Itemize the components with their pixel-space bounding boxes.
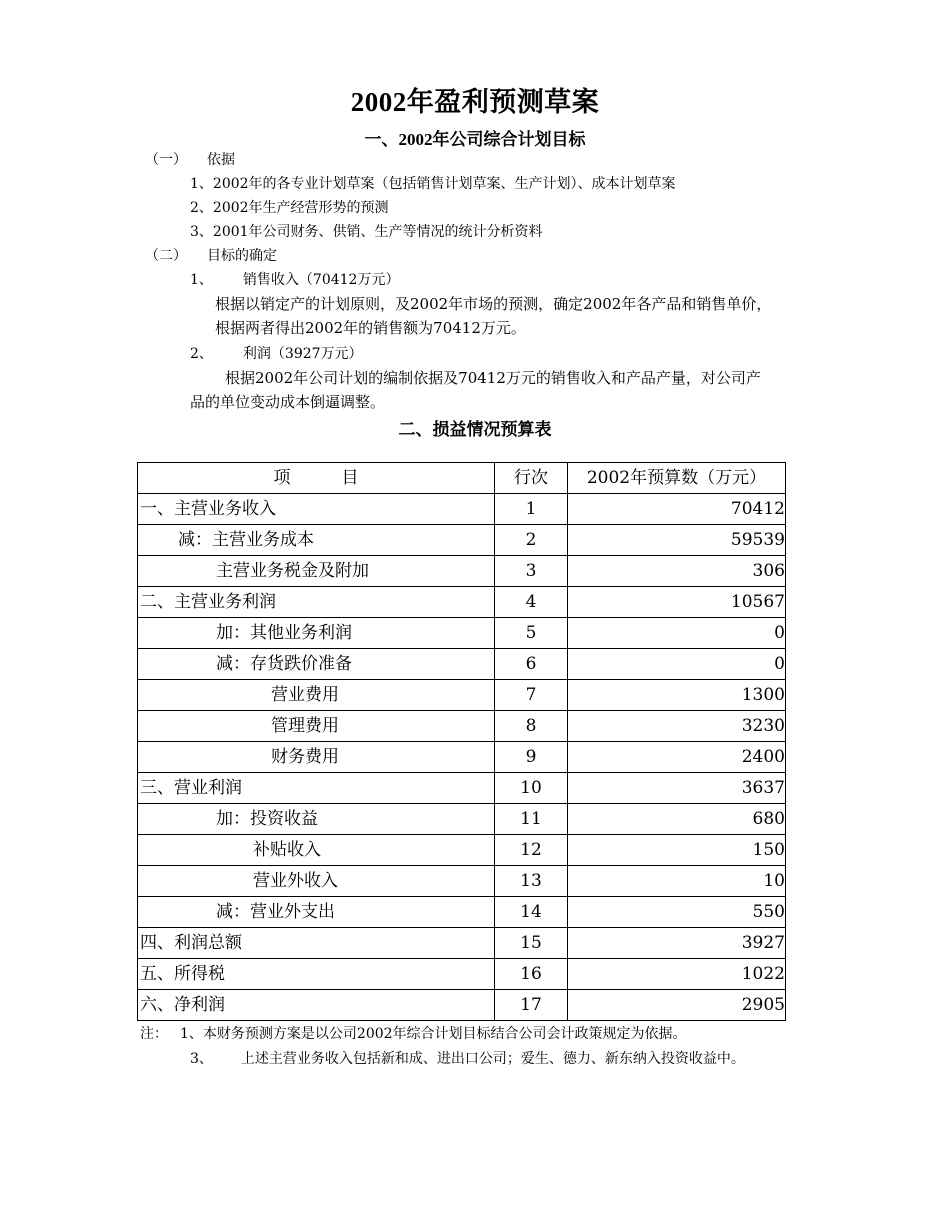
row-item: 一、主营业务收入: [138, 494, 495, 525]
note-2-marker: 3、: [190, 1051, 213, 1067]
row-line: 8: [495, 711, 568, 742]
row-value: 0: [568, 618, 786, 649]
table-row: [138, 525, 786, 556]
note-2-text: 上述主营业务收入包括新和成、进出口公司；爱生、德力、新东纳入投资收益中。: [240, 1051, 745, 1067]
table-row: [138, 773, 786, 804]
row-item: 四、利润总额: [138, 928, 495, 959]
sales-text-line1: 根据以销定产的计划原则，及2002年市场的预测，确定2002年各产品和销售单价，: [215, 295, 772, 313]
row-value: 3927: [568, 928, 786, 959]
row-item: 营业费用: [138, 680, 495, 711]
profit-text-line1: 根据2002年公司计划的编制依据及70412万元的销售收入和产品产量，对公司产: [225, 369, 761, 387]
row-value: 0: [568, 649, 786, 680]
row-value: 1300: [568, 680, 786, 711]
table-row: [138, 494, 786, 525]
targets-label: 目标的确定: [207, 248, 277, 264]
basis-item-3: 3、2001年公司财务、供销、生产等情况的统计分析资料: [190, 224, 543, 240]
targets-heading: [145, 244, 277, 268]
table-row: [138, 866, 786, 897]
sales-text-line2: 根据两者得出2002年的销售额为70412万元。: [215, 319, 526, 337]
row-line: 3: [495, 556, 568, 587]
profit-label: 利润（3927万元）: [242, 346, 363, 362]
table-row: [138, 649, 786, 680]
table-row: [138, 618, 786, 649]
row-line: 13: [495, 866, 568, 897]
table-row: [138, 804, 786, 835]
note-2: [190, 1048, 745, 1070]
document-title: 2002年盈利预测草案: [350, 87, 600, 117]
row-line: 11: [495, 804, 568, 835]
table-row: [138, 556, 786, 587]
basis-item-1: 1、2002年的各专业计划草案（包括销售计划草案、生产计划）、成本计划草案: [190, 176, 676, 192]
row-item: 减：主营业务成本: [138, 525, 495, 556]
row-item: 三、营业利润: [138, 773, 495, 804]
row-line: 15: [495, 928, 568, 959]
row-line: 6: [495, 649, 568, 680]
row-line: 14: [495, 897, 568, 928]
row-line: 5: [495, 618, 568, 649]
row-item: 二、主营业务利润: [138, 587, 495, 618]
row-line: 16: [495, 959, 568, 990]
table-row: [138, 711, 786, 742]
note-1: [140, 1023, 687, 1045]
note-label: 注：: [140, 1026, 168, 1042]
sales-label: 销售收入（70412万元）: [242, 272, 400, 288]
table-row: [138, 742, 786, 773]
targets-marker: （二）: [145, 248, 187, 264]
sales-marker: 1、: [190, 272, 213, 288]
row-item: 补贴收入: [138, 835, 495, 866]
table-row: [138, 587, 786, 618]
row-value: 3230: [568, 711, 786, 742]
header-value: 2002年预算数（万元）: [568, 463, 786, 494]
row-item: 加：投资收益: [138, 804, 495, 835]
sales-heading: [190, 268, 399, 292]
table-row: [138, 680, 786, 711]
basis-item-2: 2、2002年生产经营形势的预测: [190, 200, 389, 216]
note-1-text: 1、本财务预测方案是以公司2002年综合计划目标结合公司会计政策规定为依据。: [180, 1026, 687, 1042]
table-row: [138, 990, 786, 1021]
budget-table: [137, 462, 786, 1021]
row-item: 管理费用: [138, 711, 495, 742]
basis-heading: [145, 148, 235, 172]
row-value: 70412: [568, 494, 786, 525]
table-row: [138, 928, 786, 959]
row-item: 五、所得税: [138, 959, 495, 990]
row-line: 1: [495, 494, 568, 525]
row-line: 17: [495, 990, 568, 1021]
table-row: [138, 959, 786, 990]
row-value: 680: [568, 804, 786, 835]
row-line: 2: [495, 525, 568, 556]
header-item: 项 目: [138, 463, 495, 494]
row-line: 9: [495, 742, 568, 773]
table-row: [138, 897, 786, 928]
section1-heading: 一、2002年公司综合计划目标: [364, 130, 586, 149]
profit-text-line2: 品的单位变动成本倒逼调整。: [190, 393, 386, 411]
table-row: [138, 835, 786, 866]
profit-heading: [190, 342, 363, 366]
row-line: 4: [495, 587, 568, 618]
row-value: 2400: [568, 742, 786, 773]
row-item: 营业外收入: [138, 866, 495, 897]
row-value: 150: [568, 835, 786, 866]
row-item: 六、净利润: [138, 990, 495, 1021]
row-value: 3637: [568, 773, 786, 804]
row-line: 7: [495, 680, 568, 711]
table-header-row: [138, 463, 786, 494]
row-item: 主营业务税金及附加: [138, 556, 495, 587]
row-item: 财务费用: [138, 742, 495, 773]
header-line: 行次: [495, 463, 568, 494]
row-value: 550: [568, 897, 786, 928]
row-item: 减：存货跌价准备: [138, 649, 495, 680]
row-item: 减：营业外支出: [138, 897, 495, 928]
row-item: 加：其他业务利润: [138, 618, 495, 649]
row-value: 1022: [568, 959, 786, 990]
profit-marker: 2、: [190, 346, 213, 362]
row-value: 2905: [568, 990, 786, 1021]
row-value: 10567: [568, 587, 786, 618]
basis-marker: （一）: [145, 152, 187, 168]
row-line: 10: [495, 773, 568, 804]
basis-label: 依据: [207, 152, 235, 168]
row-line: 12: [495, 835, 568, 866]
row-value: 306: [568, 556, 786, 587]
row-value: 59539: [568, 525, 786, 556]
section2-heading: 二、损益情况预算表: [398, 420, 552, 439]
row-value: 10: [568, 866, 786, 897]
